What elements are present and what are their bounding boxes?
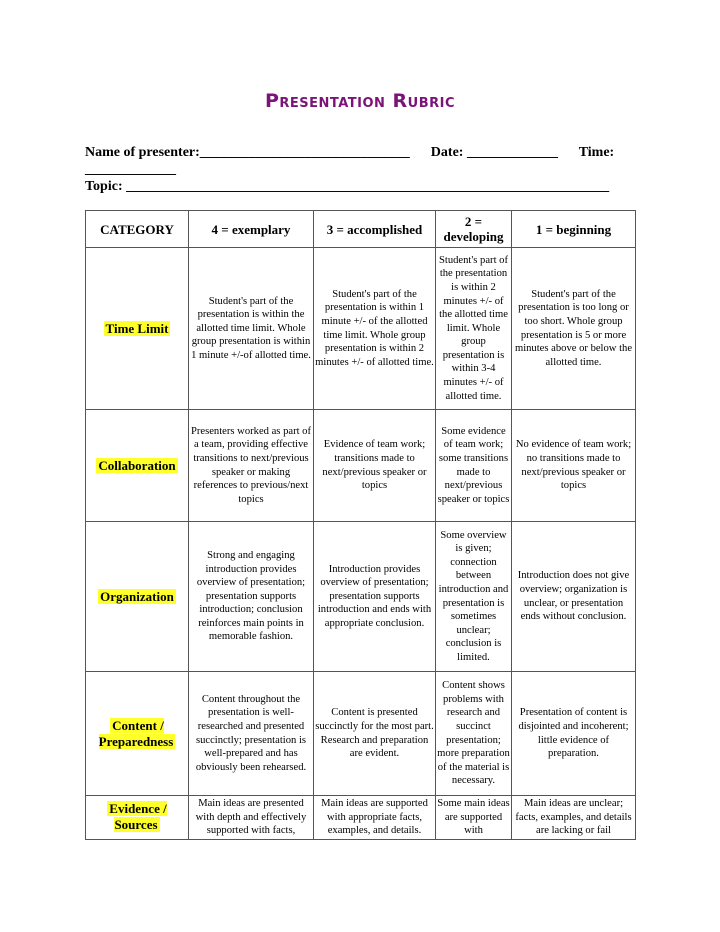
header-beginning: 1 = beginning xyxy=(512,211,636,248)
score-cell: Strong and engaging introduction provides overview of presentation; presentation supports introduction; conclusion reinforces main points in memorable fashion. xyxy=(189,522,314,672)
score-cell: Student's part of the presentation is too long or too short. Whole group presentation is 5 or more minutes above or below the allotted time. xyxy=(512,248,636,410)
category-cell xyxy=(86,410,189,522)
rubric-table xyxy=(85,210,636,840)
score-cell: Main ideas are supported with appropriate facts, examples, and details. xyxy=(314,796,436,840)
category-label: Organization xyxy=(100,588,174,604)
header-accomplished: 3 = accomplished xyxy=(314,211,436,248)
category-label: Evidence / Sources xyxy=(109,801,167,833)
score-cell: Introduction does not give overview; organization is unclear, or presentation ends without conclusion. xyxy=(512,522,636,672)
score-cell: Some main ideas are supported with xyxy=(436,796,512,840)
name-date-time-line: Name of presenter:______________________________ Date: _____________ Time: xyxy=(85,145,615,160)
category-label: Time Limit xyxy=(105,320,169,336)
score-cell: No evidence of team work; no transitions made to next/previous speaker or topics xyxy=(512,410,636,522)
score-cell: Introduction provides overview of presentation; presentation supports introduction and ends with appropriate conclusion. xyxy=(314,522,436,672)
category-label: Content / Preparedness xyxy=(98,717,174,749)
score-cell: Student's part of the presentation is within 2 minutes +/- of the allotted time limit. Whole group presentation is within 3-4 minutes +/- of allotted time. xyxy=(436,248,512,410)
table-row xyxy=(86,522,636,672)
score-cell: Student's part of the presentation is within the allotted time limit. Whole group presentation is within 1 minute +/-of allotted time. xyxy=(189,248,314,410)
topic-line: Topic: _____________________________________________________________________ xyxy=(85,179,610,194)
page-title: Presentation Rubric xyxy=(264,90,456,112)
table-row xyxy=(86,410,636,522)
category-cell xyxy=(86,248,189,410)
score-cell: Evidence of team work; transitions made to next/previous speaker or topics xyxy=(314,410,436,522)
category-cell xyxy=(86,796,189,840)
score-cell: Presenters worked as part of a team, providing effective transitions to next/previous speaker or making references to previous/next topics xyxy=(189,410,314,522)
header-row xyxy=(86,211,636,248)
score-cell: Some evidence of team work; some transitions made to next/previous speaker or topics xyxy=(436,410,512,522)
score-cell: Content is presented succinctly for the most part. Research and preparation are evident. xyxy=(314,672,436,796)
header-developing: 2 = developing xyxy=(436,211,512,248)
score-cell: Main ideas are presented with depth and effectively supported with facts, xyxy=(189,796,314,840)
score-cell: Content shows problems with research and succinct presentation; more preparation of the material is necessary. xyxy=(436,672,512,796)
score-cell: Student's part of the presentation is within 1 minute +/- of the allotted time limit. Whole group presentation is within 2 minutes +/- of allotted time. xyxy=(314,248,436,410)
score-cell: Presentation of content is disjointed and incoherent; little evidence of preparation. xyxy=(512,672,636,796)
header-exemplary: 4 = exemplary xyxy=(189,211,314,248)
category-label: Collaboration xyxy=(98,457,176,473)
header-category: CATEGORY xyxy=(86,211,189,248)
score-cell: Content throughout the presentation is well-researched and presented succinctly; presentation is well-prepared and has obviously been rehearsed. xyxy=(189,672,314,796)
score-cell: Main ideas are unclear; facts, examples, and details are lacking or fail xyxy=(512,796,636,840)
category-cell xyxy=(86,522,189,672)
time-blank-line: _____________ xyxy=(85,162,176,177)
score-cell: Some overview is given; connection between introduction and presentation is sometimes unclear; conclusion is limited. xyxy=(436,522,512,672)
table-row xyxy=(86,796,636,840)
table-row xyxy=(86,672,636,796)
presenter-fields xyxy=(85,145,625,196)
category-cell xyxy=(86,672,189,796)
table-row xyxy=(86,248,636,410)
